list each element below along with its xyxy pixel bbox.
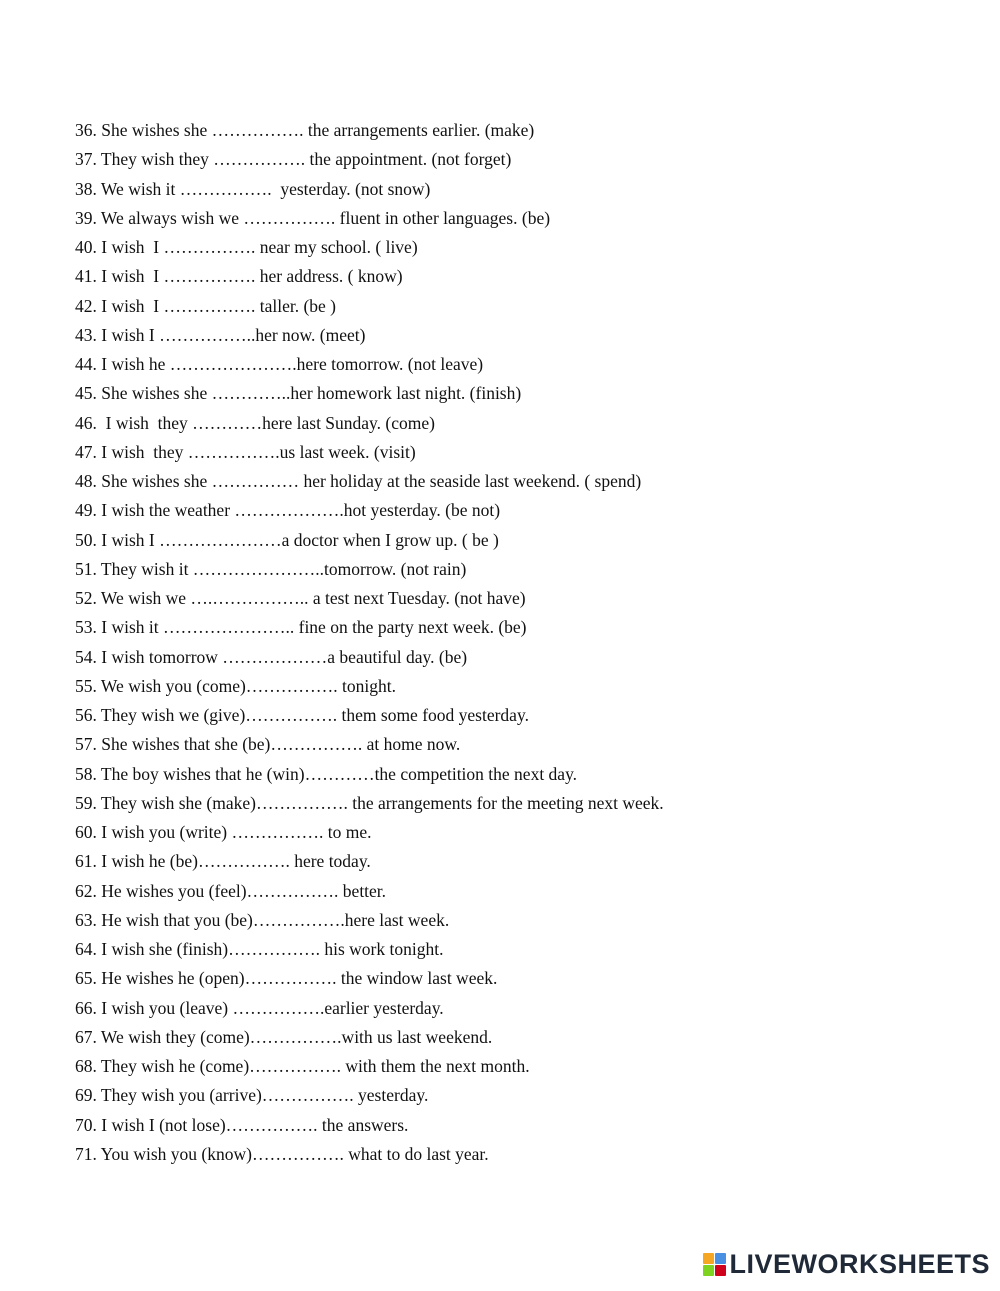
exercise-item: 50. I wish I …………………a doctor when I grow up. ( be ) (75, 529, 499, 550)
exercise-list (75, 116, 955, 1169)
liveworksheets-logo-icon (703, 1253, 726, 1276)
exercise-item: 64. I wish she (finish)……………. his work tonight. (75, 939, 444, 959)
exercise-item: 43. I wish I ……………..her now. (meet) (75, 324, 366, 345)
exercise-item: 46. I wish they …………here last Sunday. (come) (75, 412, 435, 433)
exercise-item: 60. I wish you (write) ……………. to me. (75, 822, 372, 842)
liveworksheets-brand (703, 1249, 990, 1279)
exercise-item: 39. We always wish we ……………. fluent in other languages. (be) (75, 207, 551, 228)
logo-square (703, 1253, 714, 1264)
brand-name: LIVEWORKSHEETS (729, 1249, 990, 1279)
exercise-item: 51. They wish it …………………..tomorrow. (not rain) (75, 558, 467, 579)
exercise-item: 58. The boy wishes that he (win)…………the competition the next day. (75, 763, 578, 784)
exercise-item: 66. I wish you (leave) …………….earlier yesterday. (75, 997, 444, 1018)
exercise-item: 55. We wish you (come)……………. tonight. (75, 675, 397, 696)
exercise-item: 52. We wish we ….…………….. a test next Tuesday. (not have) (75, 588, 526, 608)
exercise-item: 49. I wish the weather ……………….hot yesterday. (be not) (75, 500, 501, 521)
exercise-item: 62. He wishes you (feel)……………. better. (75, 880, 387, 901)
exercise-item: 71. You wish you (know)……………. what to do last year. (75, 1143, 489, 1164)
logo-square (703, 1265, 714, 1276)
exercise-item: 68. They wish he (come)……………. with them the next month. (75, 1056, 530, 1076)
exercise-item: 37. They wish they ……………. the appointment. (not forget) (75, 149, 512, 170)
exercise-item: 42. I wish I ……………. taller. (be ) (75, 295, 336, 316)
exercise-item: 48. She wishes she …………… her holiday at the seaside last weekend. ( spend) (75, 471, 642, 491)
exercise-item: 38. We wish it ……………. yesterday. (not snow) (75, 178, 431, 199)
exercise-item: 47. I wish they …………….us last week. (visit) (75, 441, 416, 462)
exercise-item: 67. We wish they (come)…………….with us last weekend. (75, 1026, 493, 1047)
exercise-item: 65. He wishes he (open)……………. the window last week. (75, 968, 498, 989)
exercise-item: 36. She wishes she ……………. the arrangements earlier. (make) (75, 120, 535, 140)
logo-square (715, 1253, 726, 1264)
exercise-item: 57. She wishes that she (be)……………. at home now. (75, 734, 461, 755)
exercise-item: 53. I wish it ………………….. fine on the party next week. (be) (75, 617, 527, 638)
exercise-item: 61. I wish he (be)……………. here today. (75, 851, 371, 872)
exercise-item: 40. I wish I ……………. near my school. ( live) (75, 237, 418, 257)
exercise-item: 41. I wish I ……………. her address. ( know) (75, 266, 403, 287)
exercise-item: 59. They wish she (make)……………. the arrangements for the meeting next week. (75, 792, 664, 813)
exercise-item: 45. She wishes she …………..her homework last night. (finish) (75, 383, 522, 404)
exercise-item: 70. I wish I (not lose)……………. the answers. (75, 1114, 409, 1135)
exercise-item: 44. I wish he ………………….here tomorrow. (not leave) (75, 354, 484, 374)
exercise-item: 54. I wish tomorrow ………………a beautiful day. (be) (75, 646, 468, 667)
exercise-item: 56. They wish we (give)……………. them some food yesterday. (75, 705, 529, 725)
exercise-item: 69. They wish you (arrive)……………. yesterday. (75, 1085, 429, 1106)
exercise-item: 63. He wish that you (be)…………….here last week. (75, 909, 450, 930)
logo-square (715, 1265, 726, 1276)
